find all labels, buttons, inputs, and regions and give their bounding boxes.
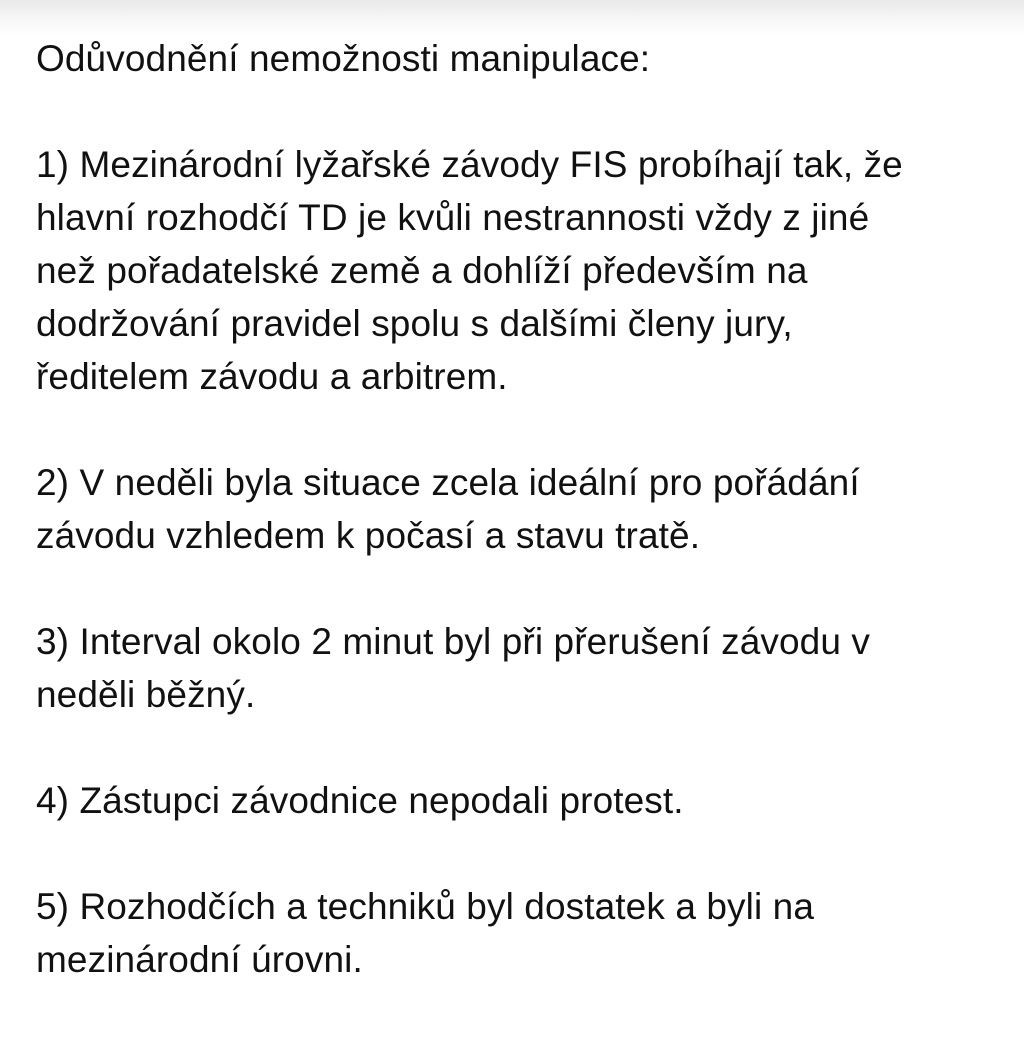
message-heading: Odůvodnění nemožnosti manipulace: (36, 38, 651, 79)
top-edge-shadow (0, 0, 1024, 36)
paragraph-spacer (36, 562, 1006, 615)
point-1: 1) Mezinárodní lyžařské závody FIS probíhají tak, že hlavní rozhodčí TD je kvůli nestrannosti vždy z jiné než pořadatelské země a dohlíží především na dodržování pravidel spolu s dalšími členy jury, ředitelem závodu a arbitrem. (36, 144, 903, 397)
point-5: 5) Rozhodčích a techniků byl dostatek a byli na mezinárodní úrovni. (36, 886, 815, 980)
paragraph-spacer (36, 85, 1006, 138)
paragraph-spacer (36, 403, 1006, 456)
paragraph-spacer (36, 827, 1006, 880)
paragraph-spacer (36, 721, 1006, 774)
point-3: 3) Interval okolo 2 minut byl při přerušení závodu v neděli běžný. (36, 621, 870, 715)
message-text-block (36, 32, 1006, 986)
point-2: 2) V neděli byla situace zcela ideální pro pořádání závodu vzhledem k počasí a stavu tratě. (36, 462, 860, 556)
point-4: 4) Zástupci závodnice nepodali protest. (36, 780, 684, 821)
